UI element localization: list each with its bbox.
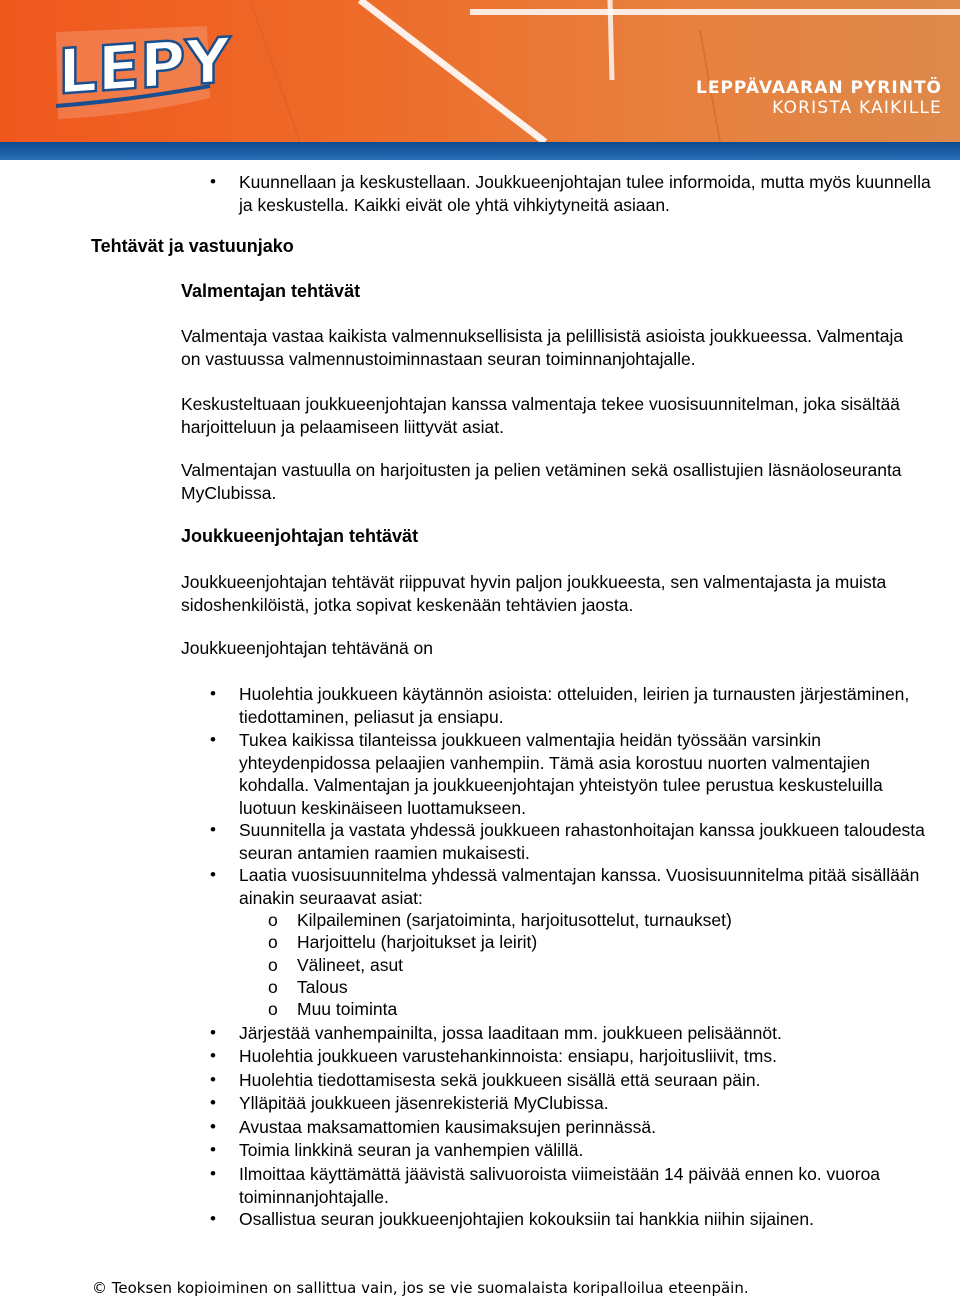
- manager-paragraph-1: Joukkueenjohtajan tehtävät riippuvat hyvin paljon joukkueesta, sen valmentajasta ja muista sidoshenkilöistä, jotka sopivat keskenään tehtävien jaosta.: [181, 572, 887, 615]
- list-item: • Toimia linkkinä seuran ja vanhempien välillä.: [239, 1139, 939, 1162]
- coach-paragraph-3: Valmentajan vastuulla on harjoitusten ja pelien vetäminen sekä osallistujien läsnäoloseuranta MyClubissa.: [181, 460, 902, 503]
- list-item: • Järjestää vanhempainilta, jossa laaditaan mm. joukkueen pelisäännöt.: [239, 1022, 939, 1045]
- slogan-line-1: LEPPÄVAARAN PYRINTÖ: [696, 78, 942, 98]
- list-item: • Tukea kaikissa tilanteissa joukkueen valmentajia heidän työssään varsinkin yhteydenpidossa pelaajien vanhempiin. Tämä asia korostuu nuorten valmentajien kohdalla. Valmentajan ja joukkueenjohtajan yhteistyön tulee perustua keskusteluilla luotuun keskinäiseen luottamukseen.: [239, 729, 939, 819]
- list-item: • Avustaa maksamattomien kausimaksujen perinnässä.: [239, 1116, 939, 1139]
- list-item: • Huolehtia joukkueen käytännön asioista: otteluiden, leirien ja turnausten järjestäminen, tiedottaminen, peliasut ja ensiapu.: [239, 683, 939, 728]
- sub-list-item: [268, 931, 897, 954]
- coach-paragraph-1: Valmentaja vastaa kaikista valmennuksellisista ja pelillisistä asioista joukkueessa. Valmentaja on vastuussa valmennustoiminnastaan seuran toiminnanjohtajalle.: [181, 326, 904, 369]
- sub-list-marker: o: [268, 910, 278, 930]
- sub-list-item: [268, 909, 897, 932]
- sub-list-label: Talous: [297, 977, 348, 997]
- logo-text: LEPY: [58, 23, 231, 109]
- header-banner: [0, 0, 960, 142]
- lepy-logo: [52, 23, 231, 119]
- manager-heading: Joukkueenjohtajan tehtävät: [181, 526, 419, 546]
- sub-list-marker: o: [268, 977, 278, 997]
- slogan-line-2: KORISTA KAIKILLE: [772, 98, 942, 118]
- sub-list-label: Muu toiminta: [297, 999, 398, 1019]
- list-item: • Ilmoittaa käyttämättä jäävistä salivuoroista viimeistään 14 päivää ennen ko. vuoroa toiminnanjohtajalle.: [239, 1163, 939, 1208]
- sub-list-label: Välineet, asut: [297, 955, 404, 975]
- sub-list-marker: o: [268, 955, 278, 975]
- sub-list-item: [268, 954, 897, 977]
- list-item: • Huolehtia joukkueen varustehankinnoista: ensiapu, harjoitusliivit, tms.: [239, 1045, 939, 1068]
- slogan: [696, 78, 942, 118]
- coach-heading: Valmentajan tehtävät: [181, 281, 361, 301]
- sub-list-item: [268, 976, 897, 999]
- sub-list-marker: o: [268, 999, 278, 1019]
- list-item: • Huolehtia tiedottamisesta sekä joukkueen sisällä että seuraan päin.: [239, 1069, 939, 1092]
- sub-list-item: [268, 998, 897, 1021]
- sub-list-label: Kilpaileminen (sarjatoiminta, harjoitusottelut, turnaukset): [297, 910, 732, 930]
- list-item: • Laatia vuosisuunnitelma yhdessä valmentajan kanssa. Vuosisuunnitelma pitää sisällään ainakin seuraavat asiat:: [239, 864, 939, 909]
- list-item: • Suunnitella ja vastata yhdessä joukkueen rahastonhoitajan kanssa joukkueen taloudesta seuran antamien raamien mukaisesti.: [239, 819, 939, 864]
- sub-list-marker: o: [268, 932, 278, 952]
- banner-underline: [0, 142, 960, 160]
- list-item: • Osallistua seuran joukkueenjohtajien kokouksiin tai hankkia niihin sijainen.: [239, 1208, 939, 1231]
- list-item: • Ylläpitää joukkueen jäsenrekisteriä MyClubissa.: [239, 1092, 939, 1115]
- sub-list-label: Harjoittelu (harjoitukset ja leirit): [297, 932, 538, 952]
- coach-paragraph-2: Keskusteltuaan joukkueenjohtajan kanssa valmentaja tekee vuosisuunnitelman, joka sisältää harjoitteluun ja pelaamiseen liittyvät asiat.: [181, 394, 900, 437]
- copyright-footer: © Teoksen kopioiminen on sallittua vain, jos se vie suomalaista koripalloilua eteenpäin.: [92, 1279, 749, 1297]
- manager-paragraph-2: Joukkueenjohtajan tehtävänä on: [181, 638, 434, 658]
- intro-bullet: • Kuunnellaan ja keskustellaan. Joukkueenjohtajan tulee informoida, mutta myös kuunnella ja keskustella. Kaikki eivät ole yhtä vihkiytyneitä asiaan.: [239, 171, 939, 216]
- section-title: Tehtävät ja vastuunjako: [91, 236, 294, 256]
